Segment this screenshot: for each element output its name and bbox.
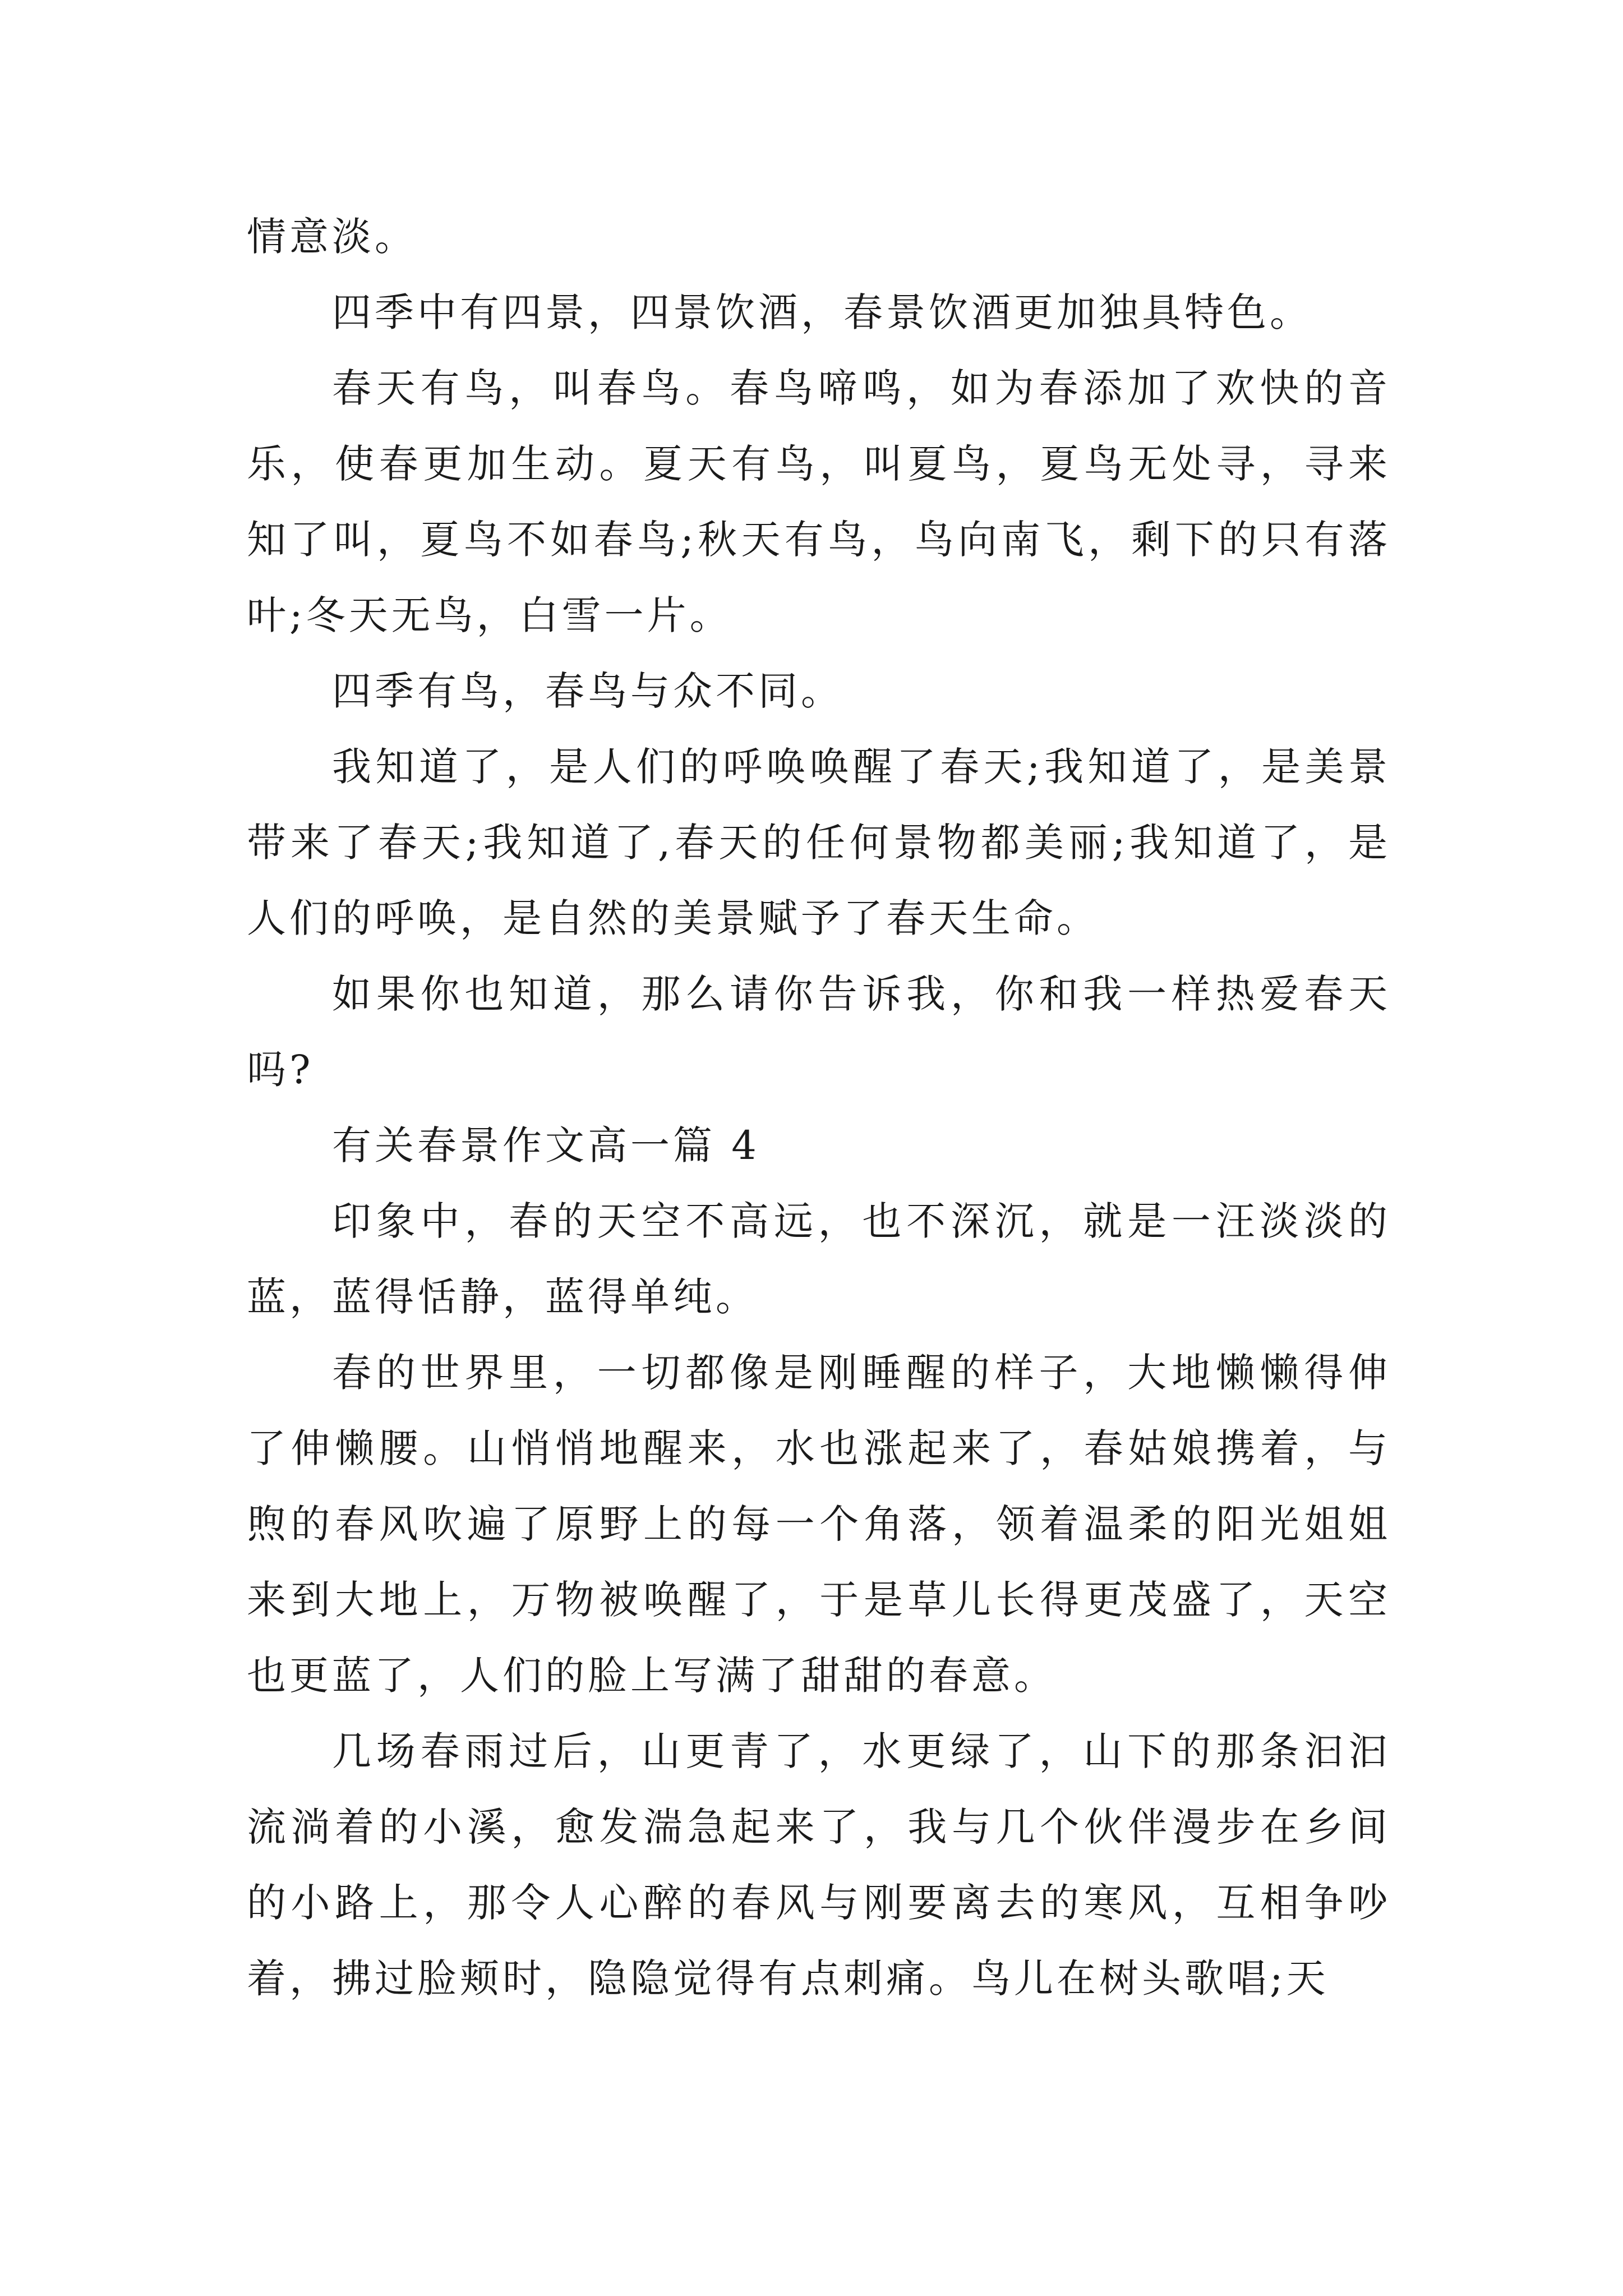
section-heading: 有关春景作文高一篇 4 [332,1122,760,1168]
paragraph: 我知道了，是人们的呼唤唤醒了春天;我知道了，是美景带来了春天;我知道了,春天的任何景物都美丽;我知道了，是人们的呼唤，是自然的美景赋予了春天生命。 [247,744,1391,941]
document-body [247,199,1391,2017]
paragraph: 四季中有四景，四景饮酒，春景饮酒更加独具特色。 [332,289,1312,335]
paragraph: 情意淡。 [247,214,417,260]
paragraph: 如果你也知道，那么请你告诉我，你和我一样热爱春天吗? [247,971,1391,1093]
paragraph: 春天有鸟，叫春鸟。春鸟啼鸣，如为春添加了欢快的音乐，使春更加生动。夏天有鸟，叫夏鸟，夏鸟无处寻，寻来知了叫，夏鸟不如春鸟;秋天有鸟，鸟向南飞，剩下的只有落叶;冬天无鸟，白雪一片。 [247,365,1391,638]
paragraph: 印象中，春的天空不高远，也不深沉，就是一汪淡淡的蓝，蓝得恬静，蓝得单纯。 [247,1198,1391,1320]
paragraph: 几场春雨过后，山更青了，水更绿了，山下的那条汩汩流淌着的小溪，愈发湍急起来了，我与几个伙伴漫步在乡间的小路上，那令人心醉的春风与刚要离去的寒风，互相争吵着，拂过脸颊时，隐隐觉得有点刺痛。鸟儿在树头歌唱;天 [247,1728,1391,2001]
paragraph: 四季有鸟，春鸟与众不同。 [332,668,843,714]
paragraph: 春的世界里，一切都像是刚睡醒的样子，大地懒懒得伸了伸懒腰。山悄悄地醒来，水也涨起来了，春姑娘携着，与煦的春风吹遍了原野上的每一个角落，领着温柔的阳光姐姐来到大地上，万物被唤醒了，于是草儿长得更茂盛了，天空也更蓝了，人们的脸上写满了甜甜的春意。 [247,1350,1391,1699]
